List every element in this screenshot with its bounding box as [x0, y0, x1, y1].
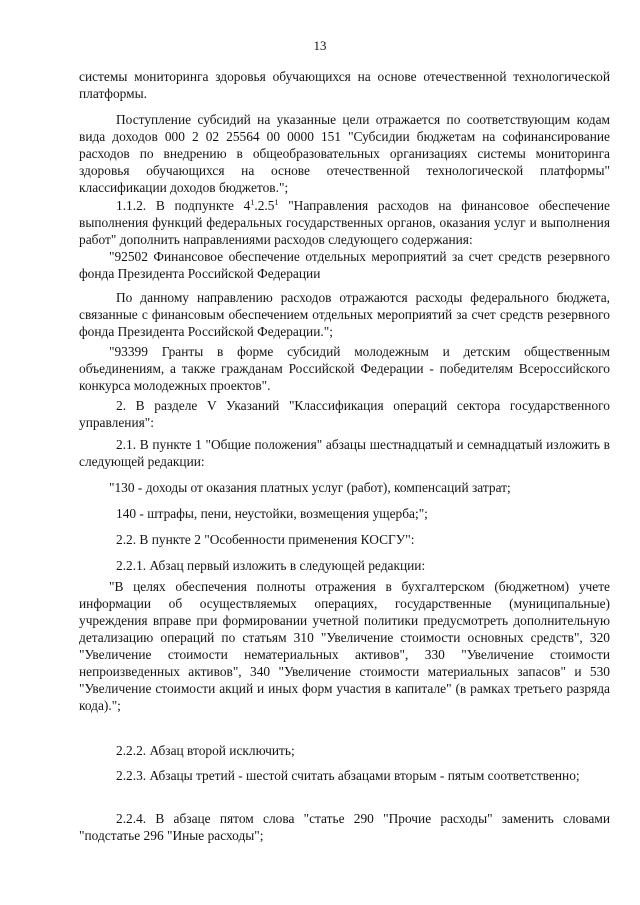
paragraph-13: "В целях обеспечения полноты отражения в бухгалтерском (бюджетном) учете информации об осуществляемых операциях, государственные (муниципальные) учреждения вправе при формировании учетной политики предусмотреть дополнительную детализацию операций по статьям 310 "Увеличение стоимости основных средств", 320 "Увеличение стоимости нематериальных активов", 330 "Увеличение стоимости непроизведенных активов", 340 "Увеличение стоимости материальных запасов" и 530 "Увеличение стоимости акций и иных форм участия в капитале" (в рамках третьего разряда кода).";	[79, 579, 610, 713]
paragraph-3-part-c: "Направления расходов на финансовое обеспечение выполнения функций федеральных государственных органов, оказания услуг и выполнения работ" дополнить направлениями расходов следующего содержания:	[79, 198, 610, 247]
paragraph-11: 2.2. В пункте 2 "Особенности применения КОСГУ":	[116, 532, 415, 547]
paragraph-7: 2. В разделе V Указаний "Классификация операций сектора государственного управления":	[79, 398, 610, 430]
page-number: 13	[313, 38, 327, 53]
paragraph-10: 140 - штрафы, пени, неустойки, возмещения ущерба;";	[116, 506, 428, 521]
paragraph-15: 2.2.3. Абзацы третий - шестой считать абзацами вторым - пятым соответственно;	[116, 768, 580, 783]
superscript: 1	[250, 198, 255, 207]
paragraph-12: 2.2.1. Абзац первый изложить в следующей редакции:	[116, 558, 426, 573]
paragraph-4: "92502 Финансовое обеспечение отдельных мероприятий за счет средств резервного фонда Президента Российской Федерации	[79, 249, 610, 281]
paragraph-14: 2.2.2. Абзац второй исключить;	[116, 743, 295, 758]
paragraph-3-part-a: 1.1.2. В подпункте 4	[116, 198, 251, 213]
paragraph-2: Поступление субсидий на указанные цели отражается по соответствующим кодам вида доходов 000 2 02 25564 00 0000 151 "Субсидии бюджетам на софинансирование расходов по внедрению в общеобразовательных организациях системы мониторинга здоровья обучающихся на основе отечественной технологической платформы" классификации доходов бюджетов.";	[79, 112, 610, 195]
paragraph-1: системы мониторинга здоровья обучающихся на основе отечественной технологической платформы.	[79, 69, 610, 101]
superscript: 1	[274, 198, 279, 207]
paragraph-8: 2.1. В пункте 1 "Общие положения" абзацы шестнадцатый и семнадцатый изложить в следующей редакции:	[79, 437, 610, 469]
paragraph-3	[79, 197, 610, 248]
paragraph-6: "93399 Гранты в форме субсидий молодежным и детским общественным объединениям, а также гражданам Российской Федерации - победителям Всероссийского конкурса молодежных проектов".	[79, 344, 610, 393]
paragraph-3-part-b: .2.5	[254, 198, 275, 213]
paragraph-16: 2.2.4. В абзаце пятом слова "статье 290 "Прочие расходы" заменить словами "подстатье 296 "Иные расходы";	[79, 811, 610, 843]
paragraph-9: "130 - доходы от оказания платных услуг (работ), компенсаций затрат;	[109, 480, 511, 495]
paragraph-5: По данному направлению расходов отражаются расходы федерального бюджета, связанные с финансовым обеспечением отдельных мероприятий за счет средств резервного фонда Президента Российской Федерации.";	[79, 290, 610, 339]
